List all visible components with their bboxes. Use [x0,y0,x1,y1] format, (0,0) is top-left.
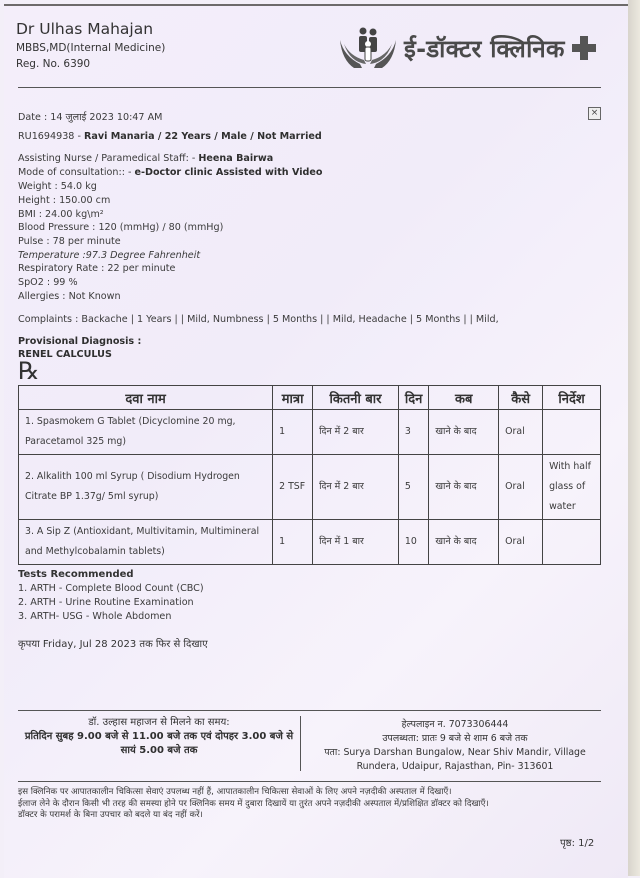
medicine-instructions [543,520,601,565]
medicine-when: खाने के बाद [429,520,499,565]
nurse-name: Heena Bairwa [198,153,274,164]
medicine-route: Oral [499,520,543,565]
header-frequency: कितनी बार [313,386,399,410]
header-divider [18,87,601,88]
doctor-timing [18,716,300,758]
footer-divider-top [18,710,601,711]
medicine-instructions [543,410,601,455]
medicine-dose: 2 TSF [273,455,313,520]
header-medicine-name: दवा नाम [19,386,273,410]
notice-item: इस क्लिनिक पर आपातकालीन चिकित्सा सेवाएं उपलब्ध नहीं हैं, आपातकालीन चिकित्सा सेवाओं के लिए अपने नज़दीकी अस्पताल में दिखाएँ। [18,787,452,797]
date-value: 14 जुलाई 2023 10:47 AM [50,112,163,123]
test-item: 1. ARTH - Complete Blood Count (CBC) [18,583,204,594]
footer-divider-bottom [18,781,601,782]
medicine-days: 5 [398,455,429,520]
timing-text: प्रतिदिन सुबह 9.00 बजे से 11.00 बजे तक एवं दोपहर 3.00 बजे से सायं 5.00 बजे तक [24,731,294,756]
page-number: पृष्ठ: 1/2 [560,838,595,849]
address: पता: Surya Darshan Bungalow, Near Shiv Mandir, Village Rundera, Udaipur, Rajasthan, Pin- 313601 [324,747,586,772]
visit-date [18,110,162,123]
patient-details: Ravi Manaria / 22 Years / Male / Not Married [83,131,322,142]
family-in-hands-icon [338,26,398,70]
complaints-label: Complaints : [18,314,79,325]
diagnosis-label: Provisional Diagnosis : [18,336,142,347]
test-item: 3. ARTH- USG - Whole Abdomen [18,611,172,622]
header-route: कैसे [499,386,543,410]
notice-item: डॉक्टर के परामर्श के बिना उपचार को बदले या बंद नहीं करें। [18,810,203,820]
header-days: दिन [398,386,429,410]
medicine-when: खाने के बाद [429,410,499,455]
medicine-name: 3. A Sip Z (Antioxidant, Multivitamin, Multimineral and Methylcobalamin tablets) [19,520,273,565]
medicine-name: 2. Alkalith 100 ml Syrup ( Disodium Hydrogen Citrate BP 1.37g/ 5ml syrup) [19,455,273,520]
vital-bmi: BMI : 24.00 kg\m² [18,209,104,220]
medicine-when: खाने के बाद [429,455,499,520]
patient-id: RU1694938 [18,131,75,142]
header-dose: मात्रा [273,386,313,410]
mode-label: Mode of consultation:: - [18,167,132,178]
notices [18,787,608,822]
footer-separator [300,716,301,771]
medicine-route: Oral [499,410,543,455]
table-header-row [19,386,601,410]
clinic-logo [338,26,597,70]
vital-respiratory-rate: Respiratory Rate : 22 per minute [18,263,176,274]
medicine-route: Oral [499,455,543,520]
header-when: कब [429,386,499,410]
medicine-days: 3 [398,410,429,455]
medical-cross-icon [571,35,597,61]
vital-spo2: SpO2 : 99 % [18,277,78,288]
rx-symbol: ℞ [18,357,40,385]
medicine-days: 10 [398,520,429,565]
medicine-frequency: दिन में 2 बार [313,410,399,455]
tests-title: Tests Recommended [18,569,134,580]
vital-temperature: Temperature :97.3 Degree Fahrenheit [18,250,201,261]
table-row [19,410,601,455]
complaints [18,314,499,325]
diagnosis-value: RENEL CALCULUS [18,349,112,360]
mode-value: e-Doctor clinic Assisted with Video [134,167,323,178]
vital-allergies: Allergies : Not Known [18,291,121,302]
vital-weight: Weight : 54.0 kg [18,181,97,192]
header-instructions: निर्देश [543,386,601,410]
medicine-name: 1. Spasmokem G Tablet (Dicyclomine 20 mg, Paracetamol 325 mg) [19,410,273,455]
medicine-frequency: दिन में 1 बार [313,520,399,565]
page-edge [628,0,640,876]
patient-info: RU1694938 - Ravi Manaria / 22 Years / Male / Not Married [18,131,322,142]
medicine-dose: 1 [273,410,313,455]
notice-item: ईलाज लेने के दौरान किसी भी तरह की समस्या होने पर क्लिनिक समय में दुबारा दिखायें या तुरंत अपने नज़दीकी अस्पताल में/प्रशिक्षित डॉक्टर को दिखाएँ। [18,798,489,809]
doctor-registration: Reg. No. 6390 [16,58,91,70]
test-item: 2. ARTH - Urine Routine Examination [18,597,194,608]
clinic-contact [305,718,605,774]
doctor-qualification: MBBS,MD(Internal Medicine) [16,42,166,54]
vital-pulse: Pulse : 78 per minute [18,236,121,247]
consultation-mode [18,167,322,178]
close-icon[interactable]: × [588,107,601,120]
medicine-table [18,385,601,565]
revisit-note: कृपया Friday, Jul 28 2023 तक फिर से दिखाए [18,639,208,650]
table-row [19,520,601,565]
timing-title: डॉ. उल्हास महाजन से मिलने का समय: [88,717,230,728]
date-label: Date : [18,112,48,123]
nurse-info [18,153,273,164]
medicine-frequency: दिन में 2 बार [313,455,399,520]
nurse-label: Assisting Nurse / Paramedical Staff: - [18,153,196,164]
table-row [19,455,601,520]
doctor-name: Dr Ulhas Mahajan [16,20,154,38]
complaints-text: Backache | 1 Years | | Mild, Numbness | 5 Months | | Mild, Headache | 5 Months | | Mild, [81,314,499,325]
vital-blood-pressure: Blood Pressure : 120 (mmHg) / 80 (mmHg) [18,222,224,233]
helpline: हेल्पलाइन न. 7073306444 [401,719,509,730]
medicine-instructions: With half glass of water [543,455,601,520]
vital-height: Height : 150.00 cm [18,195,111,206]
clinic-name: ई-डॉक्टर क्लिनिक [404,34,565,63]
availability: उपलब्धता: प्रातः 9 बजे से शाम 6 बजे तक [382,733,528,744]
medicine-dose: 1 [273,520,313,565]
